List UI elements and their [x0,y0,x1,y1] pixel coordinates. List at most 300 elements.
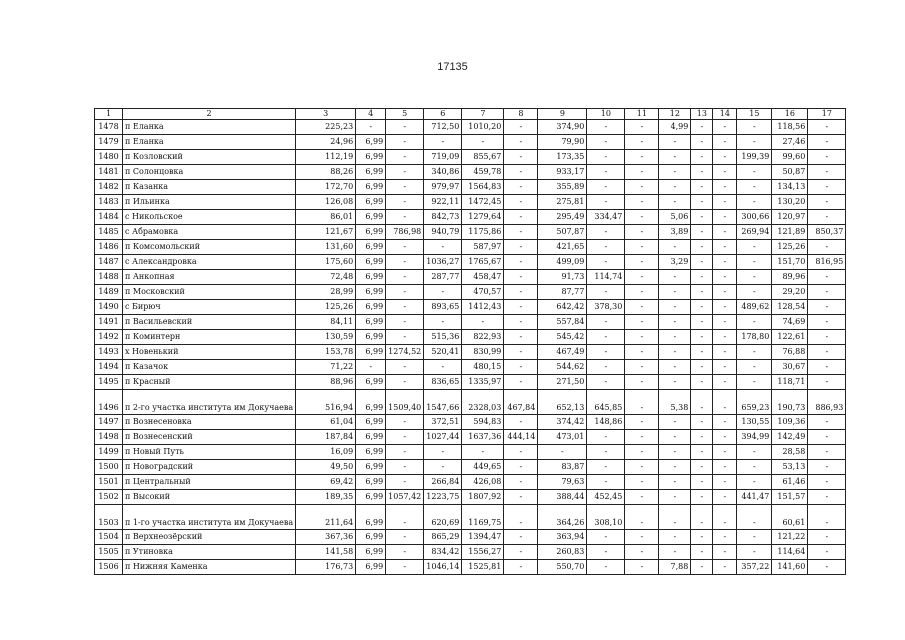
row-number-cell: 1479 [95,135,123,150]
value-cell: 367,36 [296,530,356,545]
value-cell: - [587,475,625,490]
value-cell: 6,99 [356,475,386,490]
value-cell: 28,58 [772,445,808,460]
value-cell: 6,99 [356,180,386,195]
settlement-name-cell: с Никольское [123,210,296,225]
value-cell: 480,15 [462,360,504,375]
value-cell: 126,08 [296,195,356,210]
value-cell: - [625,560,659,575]
settlement-name-cell: п Казанка [123,180,296,195]
value-cell: 308,10 [587,505,625,530]
row-number-cell: 1494 [95,360,123,375]
value-cell: 118,56 [772,120,808,135]
value-cell: - [713,330,737,345]
value-cell: - [625,445,659,460]
settlement-name-cell: п Коминтерн [123,330,296,345]
value-cell: 459,78 [462,165,504,180]
table-row [95,270,846,285]
value-cell: - [587,430,625,445]
value-cell: 6,99 [356,330,386,345]
value-cell: 6,99 [356,430,386,445]
row-number-cell: 1504 [95,530,123,545]
value-cell: 6,99 [356,135,386,150]
value-cell: 275,81 [538,195,587,210]
value-cell: 91,73 [538,270,587,285]
value-cell: 1509,40 [386,390,424,415]
value-cell: 114,74 [587,270,625,285]
value-cell: 489,62 [737,300,772,315]
settlement-name-cell: п Комсомольский [123,240,296,255]
value-cell: - [808,445,846,460]
value-cell: 6,99 [356,285,386,300]
table-row [95,375,846,390]
value-cell: - [808,430,846,445]
value-cell: - [625,210,659,225]
value-cell: - [691,180,713,195]
row-number-cell: 1488 [95,270,123,285]
row-number-cell: 1495 [95,375,123,390]
value-cell: - [808,240,846,255]
value-cell: - [713,345,737,360]
value-cell: - [625,505,659,530]
value-cell: 130,20 [772,195,808,210]
value-cell: 1412,43 [462,300,504,315]
value-cell: - [504,225,538,240]
value-cell: - [587,445,625,460]
value-cell: 121,67 [296,225,356,240]
value-cell: - [691,135,713,150]
value-cell: 6,99 [356,240,386,255]
value-cell: - [462,135,504,150]
table-row [95,150,846,165]
column-header: 17 [808,109,846,120]
table-row [95,225,846,240]
value-cell: - [737,345,772,360]
value-cell: 1027,44 [424,430,462,445]
value-cell: 141,58 [296,545,356,560]
value-cell: - [504,195,538,210]
column-header: 16 [772,109,808,120]
value-cell: 470,57 [462,285,504,300]
value-cell: - [386,135,424,150]
value-cell: - [625,300,659,315]
value-cell: - [587,560,625,575]
value-cell: - [625,545,659,560]
value-cell: - [356,360,386,375]
value-cell: 118,71 [772,375,808,390]
value-cell: 86,01 [296,210,356,225]
value-cell: - [504,345,538,360]
value-cell: 587,97 [462,240,504,255]
table-row [95,240,846,255]
row-number-cell: 1490 [95,300,123,315]
column-header: 5 [386,109,424,120]
row-number-cell: 1478 [95,120,123,135]
value-cell: - [625,375,659,390]
settlement-name-cell: п Васильевский [123,315,296,330]
value-cell: - [808,210,846,225]
value-cell: - [659,545,691,560]
value-cell: - [386,560,424,575]
value-cell: - [504,150,538,165]
value-cell: - [737,315,772,330]
value-cell: 199,39 [737,150,772,165]
table-row [95,330,846,345]
row-number-cell: 1502 [95,490,123,505]
value-cell: - [625,430,659,445]
value-cell: 269,94 [737,225,772,240]
settlement-name-cell: с Александровка [123,255,296,270]
table-row [95,390,846,415]
value-cell: 6,99 [356,545,386,560]
value-cell: 357,22 [737,560,772,575]
row-number-cell: 1497 [95,415,123,430]
value-cell: - [737,460,772,475]
value-cell: 388,44 [538,490,587,505]
value-cell: - [587,375,625,390]
value-cell: - [659,360,691,375]
value-cell: - [713,210,737,225]
value-cell: - [386,430,424,445]
value-cell: 822,93 [462,330,504,345]
value-cell: 940,79 [424,225,462,240]
value-cell: - [808,180,846,195]
value-cell: 786,98 [386,225,424,240]
value-cell: - [504,270,538,285]
row-number-cell: 1499 [95,445,123,460]
value-cell: 287,77 [424,270,462,285]
value-cell: - [737,475,772,490]
row-number-cell: 1496 [95,390,123,415]
value-cell: 88,26 [296,165,356,180]
value-cell: 172,70 [296,180,356,195]
value-cell: - [713,560,737,575]
row-number-cell: 1480 [95,150,123,165]
value-cell: - [691,475,713,490]
value-cell: 340,86 [424,165,462,180]
value-cell: - [808,505,846,530]
settlement-name-cell: п Новый Путь [123,445,296,460]
settlement-name-cell: п Ильинка [123,195,296,210]
value-cell: - [386,180,424,195]
value-cell: 6,99 [356,445,386,460]
settlement-name-cell: п Утиновка [123,545,296,560]
page-number: 17135 [437,61,468,73]
value-cell: - [659,490,691,505]
table-row [95,300,846,315]
value-cell: - [659,445,691,460]
value-cell: 61,46 [772,475,808,490]
settlement-name-cell: п Московский [123,285,296,300]
value-cell: 178,80 [737,330,772,345]
table-row [95,460,846,475]
row-number-cell: 1483 [95,195,123,210]
value-cell: - [424,445,462,460]
row-number-cell: 1503 [95,505,123,530]
value-cell: 190,73 [772,390,808,415]
value-cell: 69,42 [296,475,356,490]
value-cell: 545,42 [538,330,587,345]
value-cell: - [386,195,424,210]
row-number-cell: 1484 [95,210,123,225]
value-cell: - [587,345,625,360]
value-cell: - [625,240,659,255]
value-cell: 1057,42 [386,490,424,505]
value-cell: - [386,165,424,180]
value-cell: 1274,52 [386,345,424,360]
value-cell: - [737,165,772,180]
value-cell: - [386,210,424,225]
value-cell: - [659,285,691,300]
value-cell: - [659,475,691,490]
value-cell: 151,57 [772,490,808,505]
value-cell: - [625,490,659,505]
settlement-name-cell: п Верхнеозёрский [123,530,296,545]
value-cell: 645,85 [587,390,625,415]
value-cell: - [808,135,846,150]
value-cell: 50,87 [772,165,808,180]
column-header: 12 [659,109,691,120]
value-cell: - [386,240,424,255]
value-cell: - [659,195,691,210]
value-cell: 865,29 [424,530,462,545]
row-number-cell: 1498 [95,430,123,445]
value-cell: 6,99 [356,375,386,390]
value-cell: - [587,120,625,135]
value-cell: 3,29 [659,255,691,270]
value-cell: 131,60 [296,240,356,255]
value-cell: - [504,505,538,530]
value-cell: 550,70 [538,560,587,575]
value-cell: 7,88 [659,560,691,575]
value-cell: 266,84 [424,475,462,490]
value-cell: 2328,03 [462,390,504,415]
value-cell: - [808,300,846,315]
value-cell: 394,99 [737,430,772,445]
settlement-name-cell: п Козловский [123,150,296,165]
value-cell: - [691,225,713,240]
value-cell: - [808,460,846,475]
value-cell: 1547,66 [424,390,462,415]
value-cell: - [808,375,846,390]
value-cell: - [587,195,625,210]
value-cell: 426,08 [462,475,504,490]
table-row [95,195,846,210]
value-cell: - [808,315,846,330]
value-cell: - [462,315,504,330]
value-cell: - [737,255,772,270]
settlement-name-cell: п Еланка [123,120,296,135]
value-cell: - [356,120,386,135]
row-number-cell: 1493 [95,345,123,360]
value-cell: 6,99 [356,560,386,575]
value-cell: 125,26 [296,300,356,315]
value-cell: 114,64 [772,545,808,560]
value-cell: 121,89 [772,225,808,240]
value-cell: - [659,240,691,255]
value-cell: - [587,150,625,165]
value-cell: - [504,530,538,545]
value-cell: - [713,445,737,460]
value-cell: - [587,360,625,375]
value-cell: 816,95 [808,255,846,270]
value-cell: - [713,285,737,300]
value-cell: - [625,315,659,330]
value-cell: 355,89 [538,180,587,195]
value-cell: - [713,375,737,390]
value-cell: - [386,315,424,330]
table-row [95,255,846,270]
column-header: 6 [424,109,462,120]
value-cell: - [587,545,625,560]
value-cell: - [659,430,691,445]
value-cell: 27,46 [772,135,808,150]
value-cell: 712,50 [424,120,462,135]
value-cell: 979,97 [424,180,462,195]
value-cell: - [659,180,691,195]
value-cell: - [713,460,737,475]
settlement-name-cell: х Новенький [123,345,296,360]
value-cell: - [691,120,713,135]
table-row [95,285,846,300]
value-cell: - [504,255,538,270]
value-cell: 467,84 [504,390,538,415]
value-cell: 363,94 [538,530,587,545]
column-header: 10 [587,109,625,120]
value-cell: 5,06 [659,210,691,225]
value-cell: - [713,225,737,240]
value-cell: - [386,150,424,165]
value-cell: 4,99 [659,120,691,135]
column-header: 3 [296,109,356,120]
table-row [95,545,846,560]
value-cell: - [659,300,691,315]
value-cell: 652,13 [538,390,587,415]
value-cell: - [737,135,772,150]
value-cell: - [625,255,659,270]
value-cell: 60,61 [772,505,808,530]
value-cell: - [587,180,625,195]
value-cell: - [713,545,737,560]
value-cell: - [386,375,424,390]
value-cell: - [691,345,713,360]
value-cell: - [713,180,737,195]
value-cell: 79,90 [538,135,587,150]
value-cell: 29,20 [772,285,808,300]
value-cell: 72,48 [296,270,356,285]
value-cell: 6,99 [356,195,386,210]
value-cell: 6,99 [356,210,386,225]
value-cell: - [625,180,659,195]
value-cell: 6,99 [356,255,386,270]
settlement-name-cell: п Казачок [123,360,296,375]
value-cell: - [504,475,538,490]
value-cell: 28,99 [296,285,356,300]
value-cell: 5,38 [659,390,691,415]
value-cell: 834,42 [424,545,462,560]
value-cell: - [808,490,846,505]
value-cell: - [386,255,424,270]
value-cell: 295,49 [538,210,587,225]
value-cell: 16,09 [296,445,356,460]
column-header: 8 [504,109,538,120]
value-cell: - [691,330,713,345]
value-cell: 175,60 [296,255,356,270]
value-cell: - [659,460,691,475]
value-cell: 499,09 [538,255,587,270]
column-header: 9 [538,109,587,120]
value-cell: 112,19 [296,150,356,165]
value-cell: - [808,415,846,430]
value-cell: - [386,120,424,135]
value-cell: 1223,75 [424,490,462,505]
value-cell: - [587,285,625,300]
value-cell: 89,96 [772,270,808,285]
value-cell: 53,13 [772,460,808,475]
value-cell: 125,26 [772,240,808,255]
value-cell: 1036,27 [424,255,462,270]
value-cell: 1010,20 [462,120,504,135]
table-row [95,445,846,460]
table-row [95,430,846,445]
value-cell: - [386,445,424,460]
settlement-name-cell: п Вознесенский [123,430,296,445]
value-cell: 6,99 [356,505,386,530]
value-cell: - [713,390,737,415]
value-cell: 1335,97 [462,375,504,390]
value-cell: 444,14 [504,430,538,445]
value-cell: - [625,225,659,240]
row-number-cell: 1487 [95,255,123,270]
value-cell: - [386,545,424,560]
value-cell: - [386,270,424,285]
value-cell: - [504,165,538,180]
value-cell: 1525,81 [462,560,504,575]
settlement-name-cell: п Еланка [123,135,296,150]
value-cell: 855,67 [462,150,504,165]
settlement-name-cell: п 2-го участка института им Докучаева [123,390,296,415]
value-cell: - [386,415,424,430]
column-header: 7 [462,109,504,120]
value-cell: - [691,255,713,270]
value-cell: 6,99 [356,345,386,360]
row-number-cell: 1485 [95,225,123,240]
value-cell: 271,50 [538,375,587,390]
value-cell: 1279,64 [462,210,504,225]
value-cell: - [713,360,737,375]
value-cell: 211,64 [296,505,356,530]
value-cell: - [737,375,772,390]
value-cell: - [737,120,772,135]
value-cell: - [691,430,713,445]
value-cell: - [386,360,424,375]
settlement-name-cell: п Красный [123,375,296,390]
value-cell: - [691,505,713,530]
value-cell: 122,61 [772,330,808,345]
value-cell: - [424,460,462,475]
value-cell: - [691,150,713,165]
value-cell: 6,99 [356,460,386,475]
value-cell: - [737,270,772,285]
value-cell: - [504,415,538,430]
value-cell: - [737,360,772,375]
value-cell: 893,65 [424,300,462,315]
value-cell: - [713,270,737,285]
value-cell: - [659,505,691,530]
value-cell: - [538,445,587,460]
value-cell: - [691,195,713,210]
value-cell: - [424,135,462,150]
